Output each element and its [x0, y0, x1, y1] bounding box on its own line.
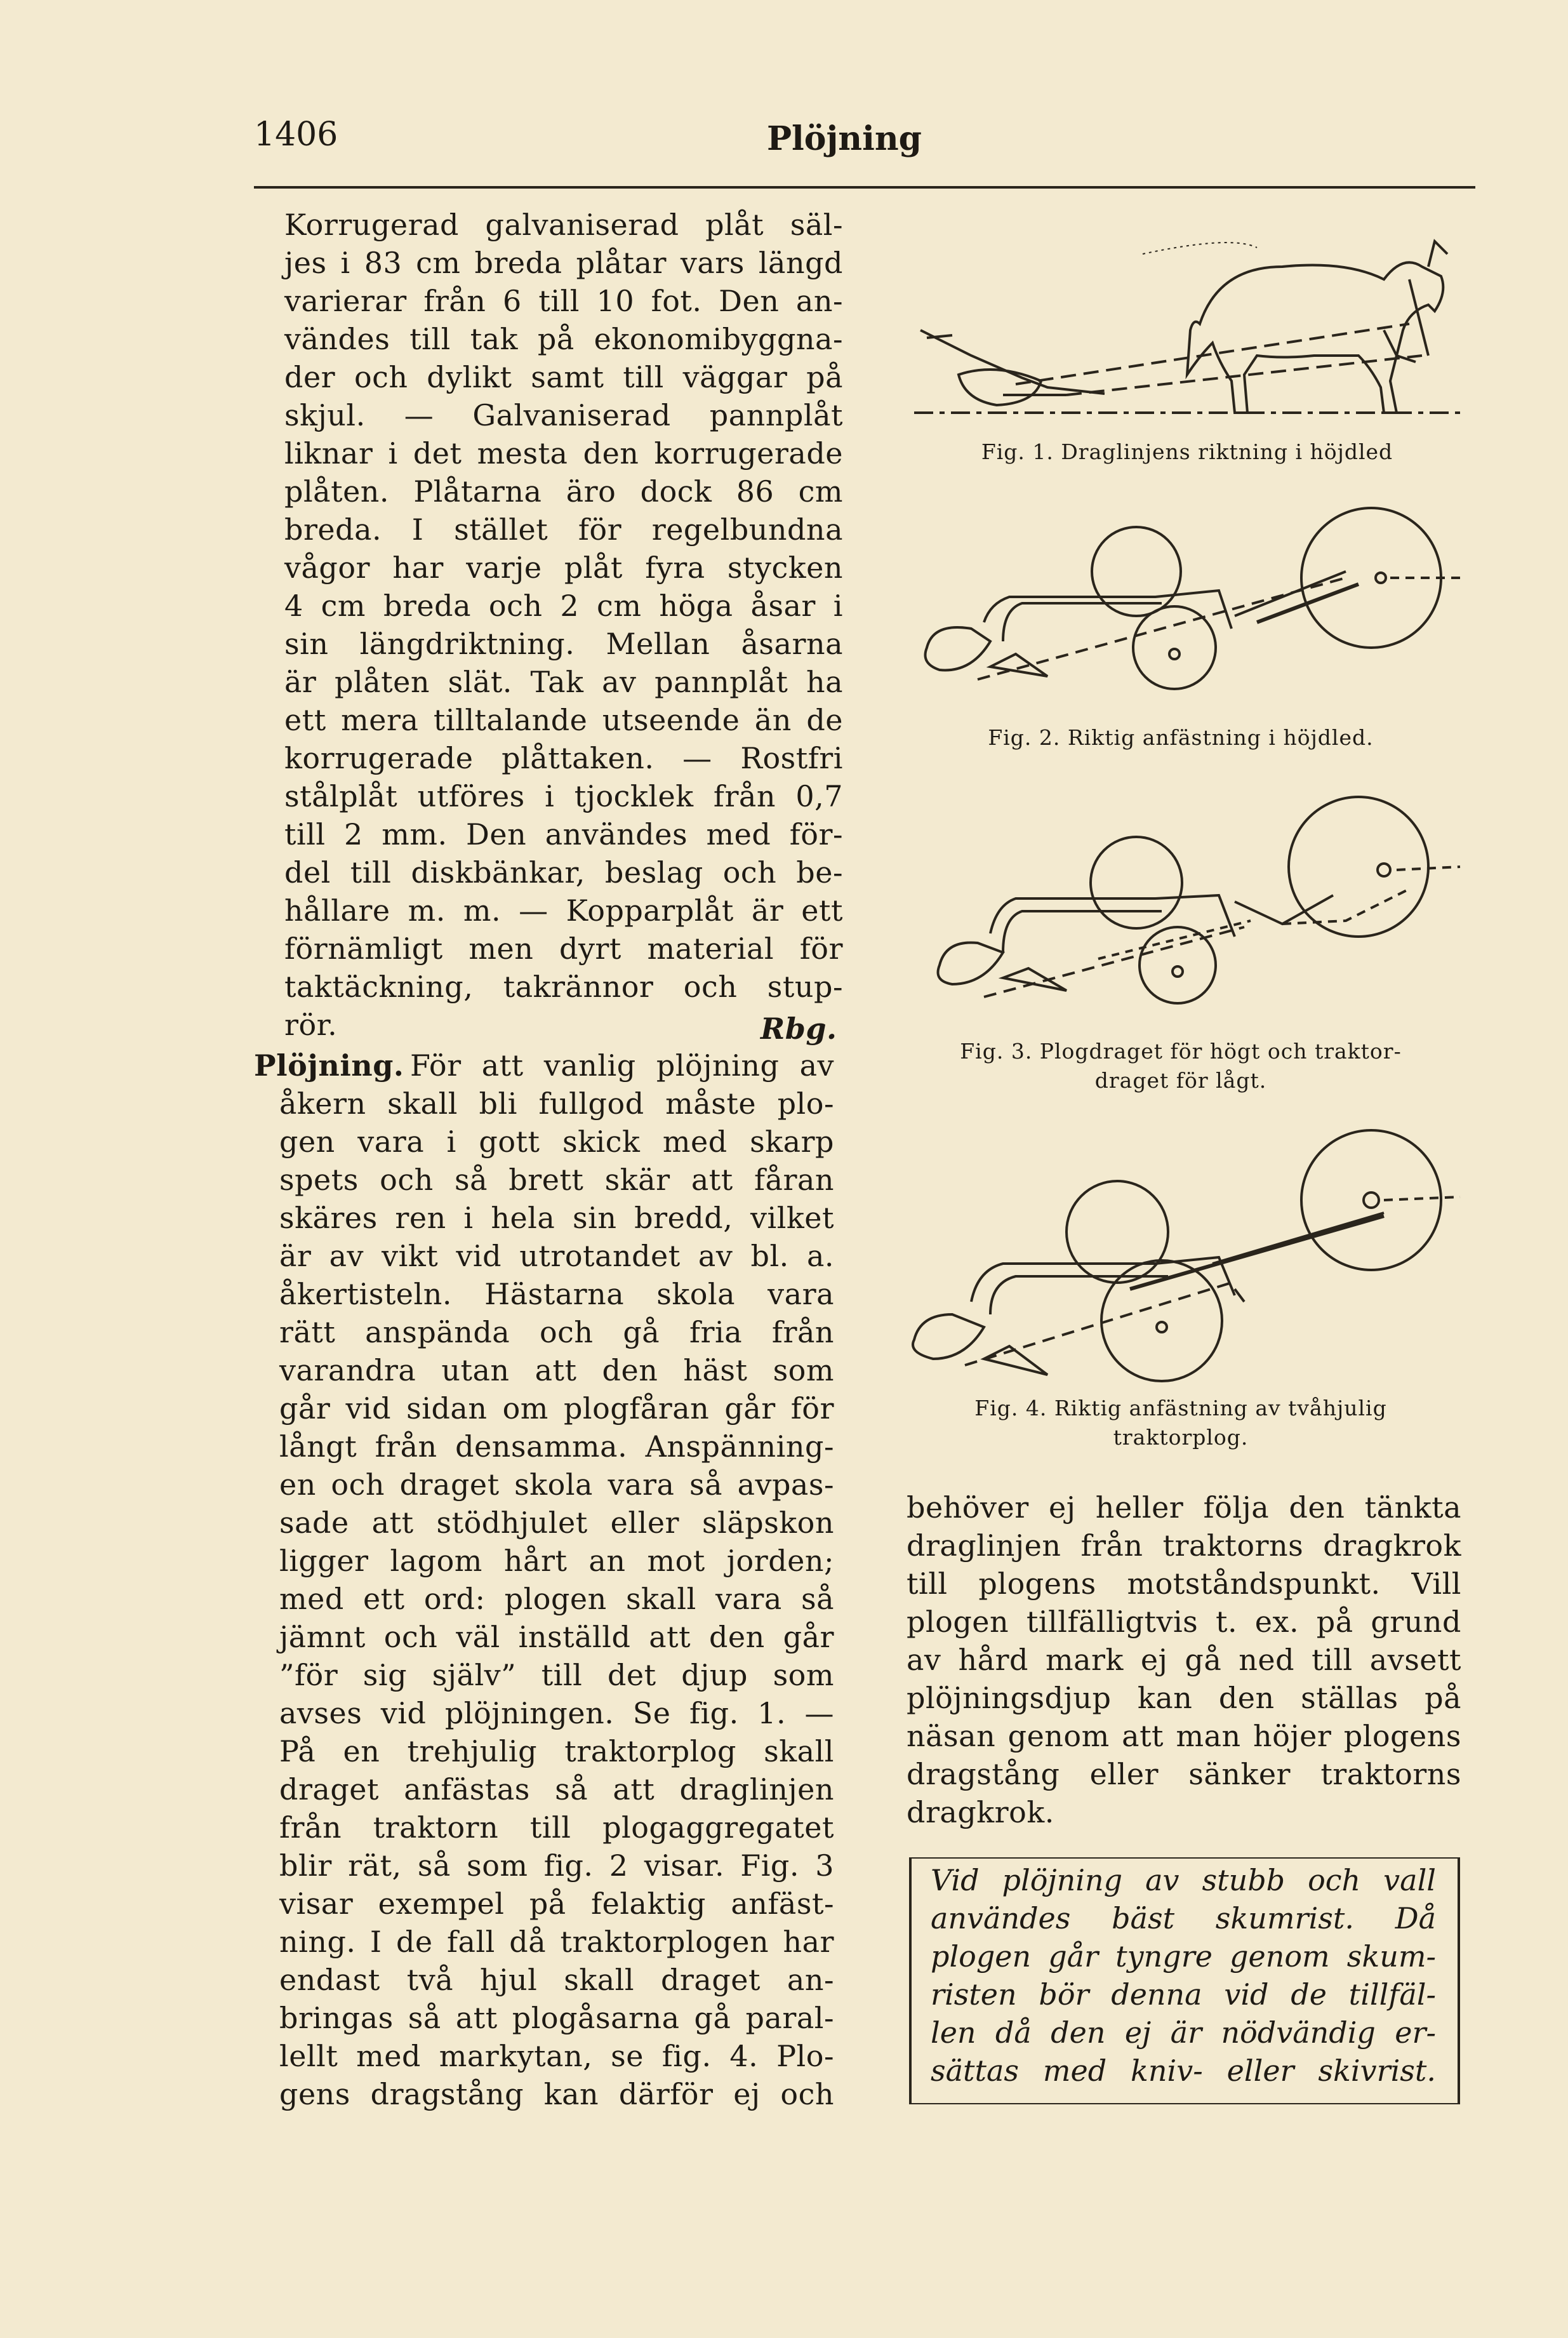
text-line: åkertisteln. Hästarna skola vara	[279, 1277, 834, 1311]
text-line: dragkrok.	[907, 1795, 1054, 1829]
text-line: taktäckning, takrännor och stup-	[284, 970, 843, 1004]
text-line: draget anfästas så att draglinjen	[279, 1772, 834, 1807]
text-line: För att vanlig plöjning av	[410, 1048, 834, 1083]
text-line: gen vara i gott skick med skarp	[279, 1125, 834, 1159]
text-line: till 2 mm. Den användes med för-	[284, 817, 843, 852]
text-line: rör.	[284, 1008, 338, 1042]
text-line: ligger lagom hårt an mot jorden;	[279, 1544, 834, 1578]
text-line: korrugerade plåttaken. — Rostfri	[284, 741, 843, 775]
text-line: från traktorn till plogaggregatet	[279, 1810, 834, 1845]
note-line: len då den ej är nödvändig er-	[931, 2015, 1436, 2050]
note-line: Vid plöjning av stubb och vall	[931, 1863, 1436, 1897]
text-line: dragstång eller sänker traktorns	[907, 1757, 1461, 1791]
figure-3-caption-line1: Fig. 3. Plogdraget för högt och traktor-	[960, 1039, 1402, 1064]
text-line: plöjningsdjup kan den ställas på	[907, 1681, 1461, 1715]
text-line: hållare m. m. — Kopparplåt är ett	[284, 893, 843, 928]
figure-4-caption-line1: Fig. 4. Riktig anfästning av tvåhjulig	[974, 1396, 1387, 1420]
text-line: stålplåt utföres i tjocklek från 0,7	[284, 779, 843, 813]
text-line: ”för sig själv” till det djup som	[279, 1658, 834, 1692]
text-line: visar exempel på felaktig anfäst-	[279, 1887, 834, 1921]
text-line: varierar från 6 till 10 fot. Den an-	[284, 284, 843, 318]
text-line: vågor har varje plåt fyra stycken	[284, 551, 843, 585]
text-line: 4 cm breda och 2 cm höga åsar i	[284, 589, 843, 623]
text-line: der och dylikt samt till väggar på	[284, 360, 843, 394]
text-line: avses vid plöjningen. Se fig. 1. —	[279, 1696, 834, 1730]
text-line: bringas så att plogåsarna gå paral-	[279, 2001, 834, 2035]
page-number: 1406	[254, 116, 338, 154]
text-line: jes i 83 cm breda plåtar vars längd	[284, 246, 843, 280]
text-line: ning. I de fall då traktorplogen har	[279, 1925, 834, 1959]
note-line: användes bäst skumrist. Då	[931, 1901, 1436, 1935]
text-line: draglinjen från traktorns dragkrok	[907, 1528, 1461, 1563]
text-line: del till diskbänkar, beslag och be-	[284, 855, 843, 890]
text-line: till plogens motståndspunkt. Vill	[907, 1566, 1461, 1601]
entry-headword: Plöjning.	[254, 1048, 404, 1083]
note-line: sättas med kniv- eller skivrist.	[931, 2054, 1436, 2088]
text-line: sin längdriktning. Mellan åsarna	[284, 627, 843, 661]
author-signature: Rbg.	[761, 1012, 837, 1046]
text-line: med ett ord: plogen skall vara så	[279, 1582, 834, 1616]
text-line: varandra utan att den häst som	[279, 1353, 834, 1387]
text-line: långt från densamma. Anspänning-	[279, 1429, 834, 1464]
text-line: Korrugerad galvaniserad plåt säl-	[284, 208, 843, 242]
text-line: förnämligt men dyrt material för	[284, 932, 843, 966]
text-line: spets och så brett skär att fåran	[279, 1163, 834, 1197]
figure-2-caption: Fig. 2. Riktig anfästning i höjdled.	[988, 725, 1374, 750]
text-line: vändes till tak på ekonomibyggna-	[284, 322, 843, 356]
text-line: behöver ej heller följa den tänkta	[907, 1490, 1461, 1525]
text-line: blir rät, så som fig. 2 visar. Fig. 3	[279, 1848, 834, 1883]
text-line: jämnt och väl inställd att den går	[279, 1620, 834, 1654]
text-line: går vid sidan om plogfåran går för	[279, 1391, 834, 1426]
text-line: plåten. Plåtarna äro dock 86 cm	[284, 474, 843, 509]
text-line: gens dragstång kan därför ej och	[279, 2077, 834, 2111]
text-line: skjul. — Galvaniserad pannplåt	[284, 398, 843, 432]
text-line: endast två hjul skall draget an-	[279, 1963, 834, 1997]
text-line: sade att stödhjulet eller släpskon	[279, 1506, 834, 1540]
note-line: plogen går tyngre genom skum-	[931, 1939, 1436, 1974]
note-line: risten bör denna vid de tillfäl-	[931, 1977, 1436, 2012]
running-title: Plöjning	[766, 119, 922, 158]
text-line: lellt med markytan, se fig. 4. Plo-	[279, 2039, 834, 2073]
text-line: breda. I stället för regelbundna	[284, 512, 843, 547]
text-line: är av vikt vid utrotandet av bl. a.	[279, 1239, 834, 1273]
text-line: en och draget skola vara så avpas-	[279, 1467, 834, 1502]
text-line: På en trehjulig traktorplog skall	[279, 1734, 834, 1768]
text-line: ett mera tilltalande utseende än de	[284, 703, 843, 737]
text-line: av hård mark ej gå ned till avsett	[907, 1643, 1461, 1677]
figure-3-caption-line2: draget för lågt.	[1094, 1068, 1267, 1093]
text-line: åkern skall bli fullgod måste plo-	[279, 1086, 834, 1121]
text-line: plogen tillfälligtvis t. ex. på grund	[907, 1605, 1461, 1639]
text-line: liknar i det mesta den korrugerade	[284, 436, 843, 471]
text-line: näsan genom att man höjer plogens	[907, 1719, 1461, 1753]
figure-1-caption: Fig. 1. Draglinjens riktning i höjdled	[981, 439, 1393, 464]
text-line: skäres ren i hela sin bredd, vilket	[279, 1201, 834, 1235]
note-box	[909, 1857, 1460, 2104]
text-line: är plåten slät. Tak av pannplåt ha	[284, 665, 843, 699]
text-line: rätt anspända och gå fria från	[279, 1315, 834, 1349]
figure-4-caption-line2: traktorplog.	[1113, 1425, 1249, 1450]
